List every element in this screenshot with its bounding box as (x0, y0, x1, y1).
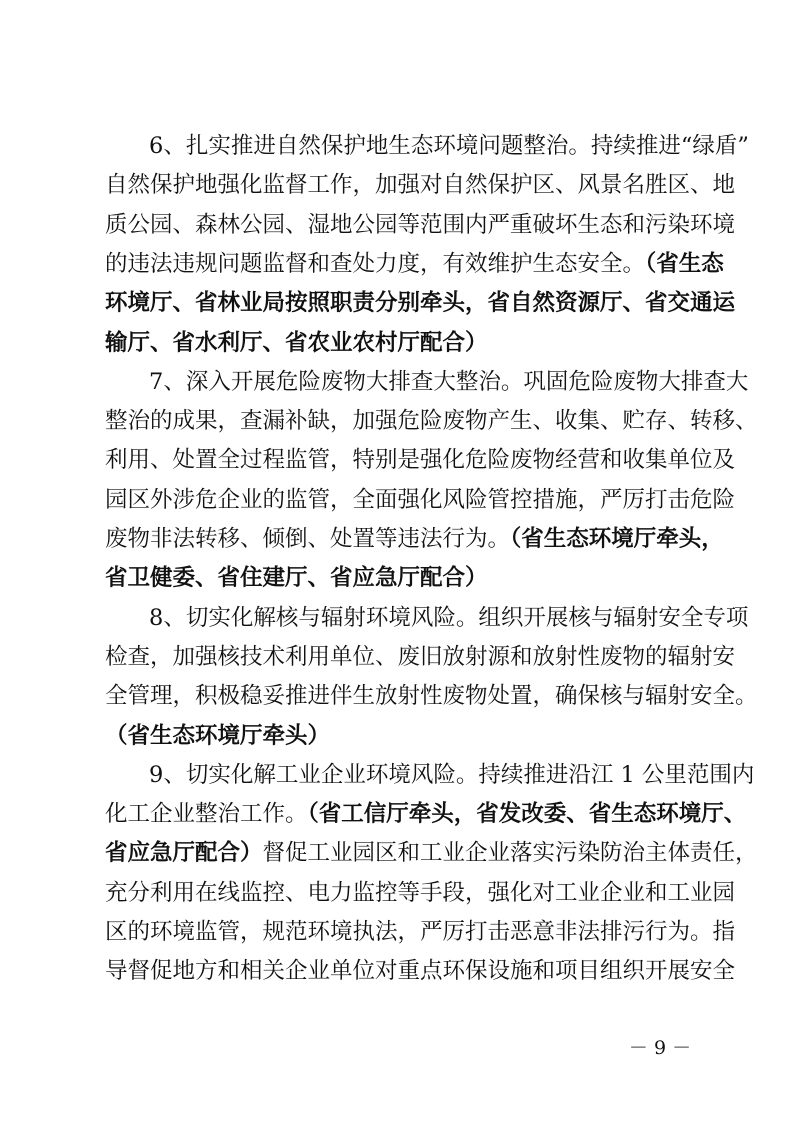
text-segment: 质公园、森林公园、湿地公园等范围内严重破坏生态和污染环境 (105, 211, 736, 238)
text-line (105, 917, 736, 947)
text-segment: 导督促地方和相关企业单位对重点环保设施和项目组织开展安全 (105, 958, 736, 985)
responsibility-note: 省卫健委、省住建厅、省应急厅配合） (105, 565, 488, 592)
text-line (149, 367, 749, 397)
responsibility-note: （省生态 (645, 250, 724, 277)
text-segment: 8、切实化解核与辐射环境风险。组织开展核与辐射安全专项 (149, 604, 749, 631)
responsibility-note: 输厅、省水利厅、省农业农村厅配合） (105, 329, 488, 356)
text-line (105, 721, 697, 751)
text-segment: 7、深入开展危险废物大排查大整治。巩固危险废物大排查大 (149, 368, 749, 395)
text-line (149, 760, 755, 790)
text-segment: 废物非法转移、倾倒、处置等违法行为。 (105, 526, 511, 552)
text-segment: 督促工业园区和工业企业落实污染防治主体责任， (262, 840, 758, 867)
text-line (149, 131, 749, 161)
responsibility-note: （省工信厅牵头，省发改委、省生态环境厅、 (307, 801, 747, 828)
text-segment: 化工企业整治工作。 (105, 801, 308, 828)
page-number: － 9 － (628, 1037, 692, 1059)
responsibility-note: 省应急厅配合） (105, 840, 263, 867)
text-segment: 自然保护地强化监督工作，加强对自然保护区、风景名胜区、地 (105, 172, 736, 199)
text-line (105, 170, 736, 200)
text-segment: 全管理，积极稳妥推进伴生放射性废物处置，确保核与辐射安全。 (105, 683, 758, 710)
text-line (105, 956, 736, 986)
text-segment: 检查，加强核技术利用单位、废旧放射源和放射性废物的辐射安 (105, 643, 736, 670)
text-segment: 区的环境监管，规范环境执法，严厉打击恶意非法排污行为。指 (105, 919, 736, 945)
text-line (105, 210, 736, 240)
text-line (105, 563, 697, 593)
text-line (105, 642, 736, 672)
text-line (105, 681, 758, 711)
text-segment: 6、扎实推进自然保护地生态环境问题整治。持续推进“绿盾” (149, 133, 749, 159)
text-line (105, 878, 736, 908)
text-line (105, 485, 736, 515)
text-segment: 充分利用在线监控、电力监控等手段，强化对工业企业和工业园 (105, 879, 736, 906)
text-line (105, 406, 758, 436)
text-segment: 园区外涉危企业的监管，全面强化风险管控措施，严厉打击危险 (105, 486, 736, 513)
text-line (105, 288, 736, 318)
text-line (105, 445, 736, 475)
text-line (105, 249, 724, 279)
responsibility-note: （省生态环境厅牵头， (510, 526, 724, 552)
text-segment: 利用、处置全过程监管，特别是强化危险废物经营和收集单位及 (105, 447, 736, 474)
text-segment: 整治的成果，查漏补缺，加强危险废物产生、收集、贮存、转移、 (105, 408, 758, 435)
text-line (105, 799, 747, 829)
text-line (105, 524, 724, 554)
text-line (149, 603, 749, 633)
text-segment: 9、切实化解工业企业环境风险。持续推进沿江 1 公里范围内 (149, 761, 755, 788)
text-line (105, 328, 697, 358)
text-segment: 的违法违规问题监督和查处力度，有效维护生态安全。 (105, 250, 646, 277)
responsibility-note: 环境厅、省林业局按照职责分别牵头，省自然资源厅、省交通运 (105, 290, 736, 317)
text-line (105, 838, 758, 868)
responsibility-note: （省生态环境厅牵头） (105, 722, 331, 749)
